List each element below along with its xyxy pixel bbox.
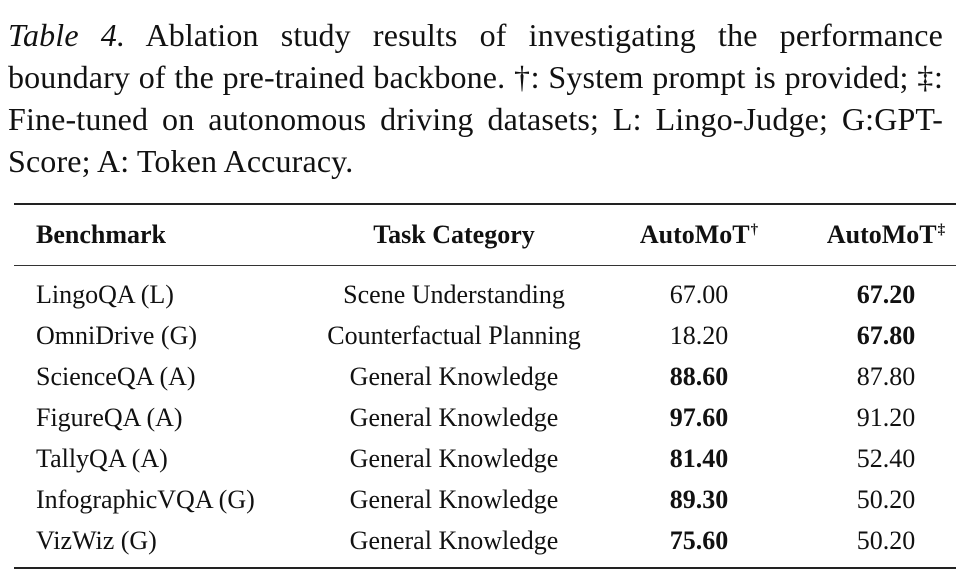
header-benchmark: Benchmark	[36, 220, 166, 249]
double-dagger-mark: ‡	[937, 222, 946, 238]
header-automot-system-prompt	[604, 205, 794, 265]
header-automot-b-label: AutoMoT	[826, 220, 937, 249]
cell-automot-system-prompt: 67.00	[669, 279, 729, 309]
cell-task-category: Counterfactual Planning	[327, 320, 581, 350]
cell-benchmark: OmniDrive (G)	[36, 320, 198, 350]
cell-automot-system-prompt: 75.60	[669, 525, 729, 555]
cell-automot-system-prompt: 89.30	[669, 484, 729, 514]
cell-benchmark: InfographicVQA (G)	[36, 484, 255, 514]
cell-automot-finetuned: 50.20	[856, 525, 916, 555]
cell-task-category: General Knowledge	[349, 361, 559, 391]
cell-automot-finetuned: 67.20	[856, 279, 916, 309]
cell-task-category: General Knowledge	[349, 402, 559, 432]
caption-text: Ablation study results of investigating the performance boundary of the pre-trained backbone. †: System prompt is provided; ‡: Fine-tuned on autonomous driving datasets; L: Lingo-Judge; G:GPT-Score; A: Token Accuracy.	[8, 17, 944, 179]
cell-automot-finetuned: 50.20	[856, 484, 916, 514]
cell-benchmark: LingoQA (L)	[36, 279, 174, 309]
cell-benchmark: TallyQA (A)	[36, 443, 168, 473]
cell-benchmark: ScienceQA (A)	[36, 361, 196, 391]
dagger-mark: †	[750, 222, 759, 238]
cell-automot-system-prompt: 88.60	[669, 361, 729, 391]
cell-automot-system-prompt: 81.40	[669, 443, 729, 473]
table-row	[14, 356, 967, 397]
caption-label: Table 4.	[8, 17, 126, 53]
table-caption	[8, 14, 943, 182]
cell-benchmark: FigureQA (A)	[36, 402, 183, 432]
cell-automot-finetuned: 67.80	[856, 320, 916, 350]
table-row	[14, 438, 967, 479]
cell-automot-finetuned: 52.40	[856, 443, 916, 473]
cell-task-category: General Knowledge	[349, 525, 559, 555]
cell-task-category: General Knowledge	[349, 484, 559, 514]
cell-automot-system-prompt: 97.60	[669, 402, 729, 432]
header-row	[14, 205, 967, 265]
cell-task-category: General Knowledge	[349, 443, 559, 473]
table-row	[14, 266, 967, 315]
results-table-body	[14, 266, 967, 567]
cell-automot-finetuned: 87.80	[856, 361, 916, 391]
header-automot-a-label: AutoMoT	[639, 220, 750, 249]
cell-automot-system-prompt: 18.20	[669, 320, 729, 350]
table-row	[14, 479, 967, 520]
results-table-container	[14, 203, 956, 569]
cell-automot-finetuned: 91.20	[856, 402, 916, 432]
table-row	[14, 397, 967, 438]
cell-benchmark: VizWiz (G)	[36, 525, 157, 555]
results-table	[14, 205, 967, 265]
header-automot-finetuned	[794, 205, 967, 265]
table-row	[14, 520, 967, 567]
bottom-rule	[14, 567, 956, 569]
table-row	[14, 315, 967, 356]
header-task-category: Task Category	[373, 220, 535, 249]
cell-task-category: Scene Understanding	[343, 279, 565, 309]
